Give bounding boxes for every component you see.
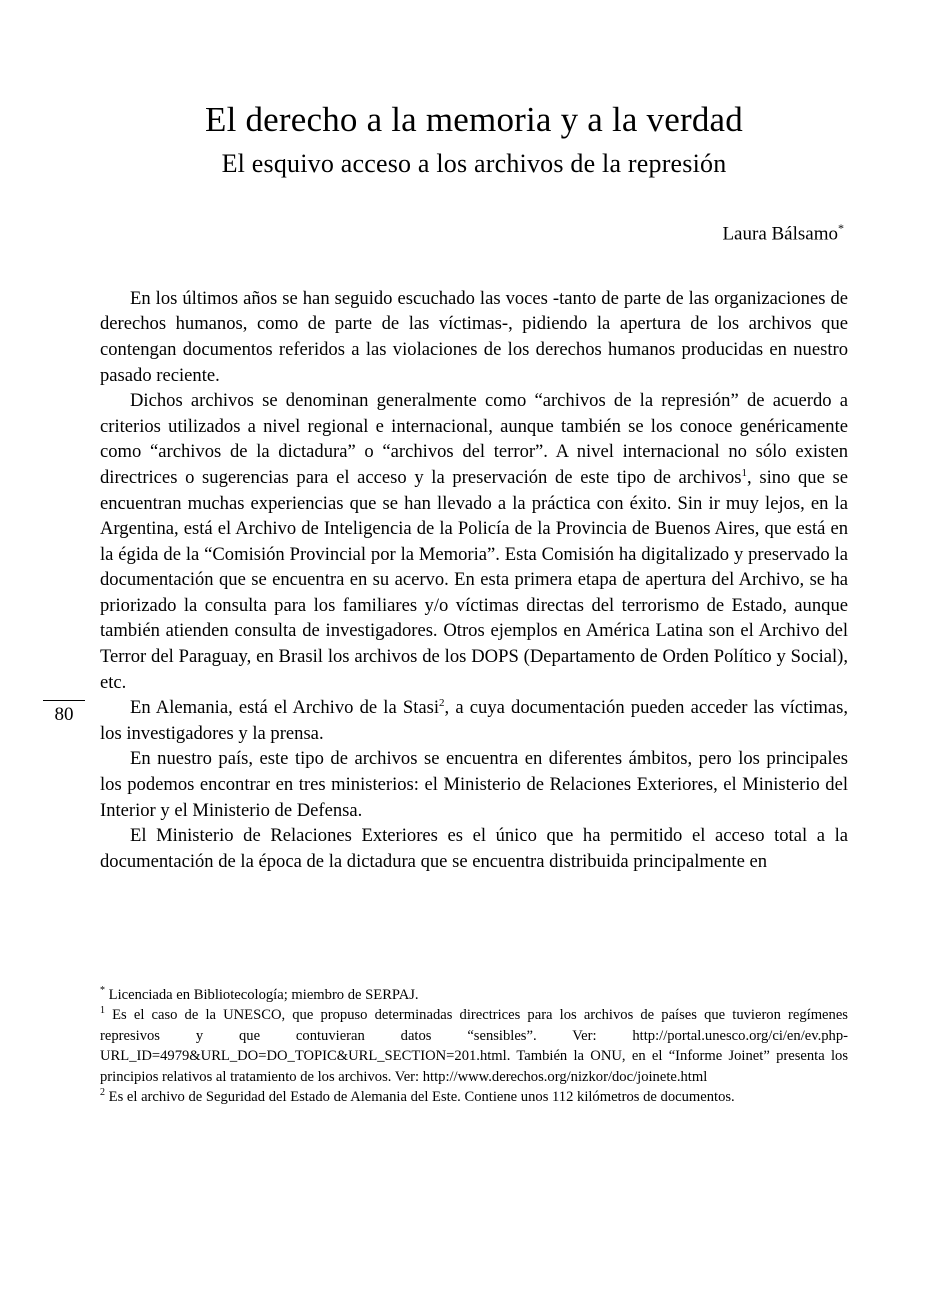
page-content <box>100 0 848 874</box>
page-number-block <box>40 700 88 726</box>
footnote-ref-2: 2 <box>439 697 445 710</box>
footnote-2 <box>100 1087 848 1107</box>
author-footnote-marker: * <box>838 221 844 236</box>
paragraph-2-part-b: , sino que se encuentran muchas experiencias que se han llevado a la práctica con éxito. Sin ir muy lejos, en la Argentina, está el Archivo de Inteligencia de la Policía de la Provincia de Buenos Aires, que está en la égida de la “Comisión Provincial por la Memoria”. Esta Comisión ha digitalizado y preservado la documentación que se encuentra en su acervo. En esta primera etapa de apertura del Archivo, se ha priorizado la consulta para los familiares y/o víctimas directas del terrorismo de Estado, aunque también atienden consulta de investigadores. Otros ejemplos en América Latina son el Archivo del Terror del Paraguay, en Brasil los archivos de los DOPS (Departamento de Orden Político y Social), etc. <box>100 466 848 693</box>
page-subtitle: El esquivo acceso a los archivos de la represión <box>221 149 727 179</box>
footnote-1-text: Es el caso de la UNESCO, que propuso determinadas directrices para los archivos de países que tuvieron regímenes represivos y que contuvieran datos “sensibles”. Ver: http://portal.unesco.org/ci/en/ev.php-URL_ID=4979&URL_DO=DO_TOPIC&URL_SECTION=201.html. También la ONU, en el “Informe Joinet” presenta los principios relativos al tratamiento de los archivos. Ver: http://www.derechos.org/nizkor/doc/joinete.html <box>100 1007 848 1085</box>
page-title: El derecho a la memoria y a la verdad <box>205 100 743 139</box>
author-name: Laura Bálsamo <box>722 223 838 245</box>
paragraph-2 <box>100 388 848 695</box>
footnotes <box>100 985 848 1107</box>
paragraph-1: En los últimos años se han seguido escuchado las voces -tanto de parte de las organizaciones de derechos humanos, como de parte de las víctimas-, pidiendo la apertura de los archivos que contengan documentos referidos a las violaciones de los derechos humanos producidas en nuestro pasado reciente. <box>100 287 848 386</box>
author-line <box>100 221 848 245</box>
footnote-asterisk-marker: * <box>100 985 105 997</box>
paragraph-3-part-b: , a cuya documentación pueden acceder las víctimas, los investigadores y la prensa. <box>100 697 849 744</box>
footnote-2-marker: 2 <box>100 1087 105 1099</box>
paragraph-5: El Ministerio de Relaciones Exteriores es el único que ha permitido el acceso total a la documentación de la época de la dictadura que se encuentra distribuida principalmente en <box>100 825 848 872</box>
body-text <box>100 286 848 875</box>
footnote-1-marker: 1 <box>100 1005 105 1017</box>
footnote-2-text: Es el archivo de Seguridad del Estado de Alemania del Este. Contiene unos 112 kilómetros de documentos. <box>108 1089 735 1106</box>
footnote-1 <box>100 1005 848 1087</box>
footnote-asterisk <box>100 985 848 1005</box>
page-number: 80 <box>54 704 74 725</box>
footnote-asterisk-text: Licenciada en Bibliotecología; miembro de SERPAJ. <box>108 987 419 1003</box>
paragraph-4: En nuestro país, este tipo de archivos se encuentra en diferentes ámbitos, pero los principales los podemos encontrar en tres ministerios: el Ministerio de Relaciones Exteriores, el Ministerio del Interior y el Ministerio de Defensa. <box>100 748 848 821</box>
footnote-ref-1: 1 <box>741 466 748 479</box>
paragraph-3-part-a: En Alemania, está el Archivo de la Stasi <box>130 697 440 719</box>
page-number-rule <box>43 700 85 701</box>
paragraph-2-part-a: Dichos archivos se denominan generalmente como “archivos de la represión” de acuerdo a criterios utilizados a nivel regional e internacional, aunque también se los conoce genéricamente como “archivos de la dictadura” o “archivos del terror”. A nivel internacional no sólo existen directrices o sugerencias para el acceso y la preservación de este tipo de archivos <box>100 390 848 488</box>
paragraph-3 <box>100 695 848 746</box>
